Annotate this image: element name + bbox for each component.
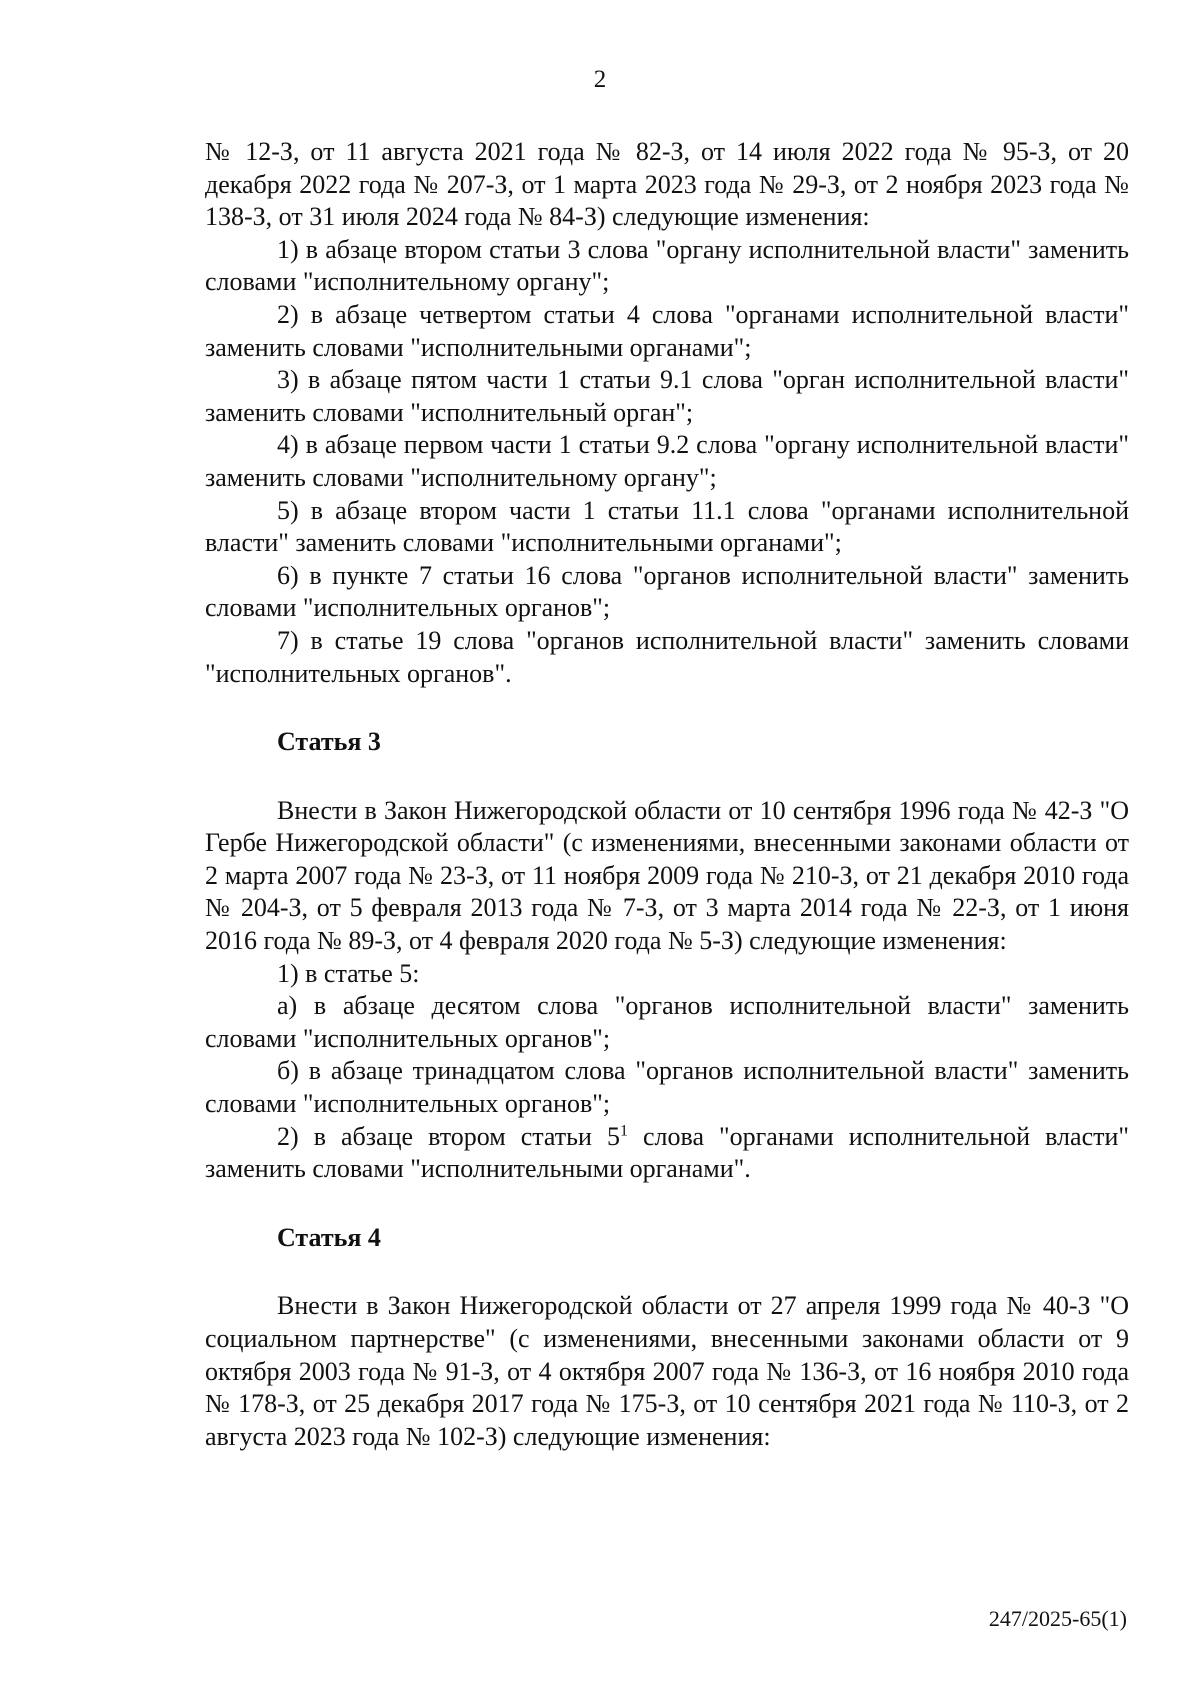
article4-intro: Внести в Закон Нижегородской области от 27 апреля 1999 года № 40-З "О социальном партнерстве" (с изменениями, внесенными законами области от 9 октября 2003 года № 91-З, от 4 октября 2007 года № 136-З, от 16 ноября 2010 года № 178-З, от 25 декабря 2017 года № 175-З, от 10 сентября 2021 года № 110-З, от 2 августа 2023 года № 102-З) следующие изменения: [205, 1291, 1129, 1451]
document-body [205, 136, 1129, 1453]
article4-title: Статья 4 [277, 1222, 381, 1252]
list-item: 1) в статье 5: [277, 958, 420, 988]
item-text: 2) в абзаце втором статьи 5 [277, 1121, 620, 1151]
article3-intro: Внести в Закон Нижегородской области от 10 сентября 1996 года № 42-З "О Гербе Нижегородской области" (с изменениями, внесенными законами области от 2 марта 2007 года № 23-З, от 11 ноября 2009 года № 210-З, от 21 декабря 2010 года № 204-З, от 5 февраля 2013 года № 7-З, от 3 марта 2014 года № 22-З, от 1 июня 2016 года № 89-З, от 4 февраля 2020 года № 5-З) следующие изменения: [205, 795, 1129, 956]
article3-section [205, 795, 1129, 1186]
list-item: б) в абзаце тринадцатом слова "органов исполнительной власти" заменить словами "исполнительных органов"; [205, 1056, 1129, 1119]
spacer [205, 759, 1129, 795]
list-item: 1) в абзаце втором статьи 3 слова "органу исполнительной власти" заменить словами "исполнительному органу"; [205, 234, 1129, 297]
list-item: 3) в абзаце пятом части 1 статьи 9.1 слова "орган исполнительной власти" заменить словами "исполнительный орган"; [205, 365, 1129, 427]
spacer [205, 690, 1129, 726]
article3-title: Статья 3 [277, 727, 381, 757]
list-item: 4) в абзаце первом части 1 статьи 9.2 слова "органу исполнительной власти" заменить словами "исполнительному органу"; [205, 430, 1129, 492]
list-item [205, 1121, 1129, 1186]
superscript: 1 [619, 1121, 628, 1139]
spacer [205, 1254, 1129, 1290]
item-text: слова "органами исполнительной власти" заменить словами "исполнительными органами". [205, 1121, 1129, 1184]
list-item: 5) в абзаце втором части 1 статьи 11.1 слова "органами исполнительной власти" заменить словами "исполнительными органами"; [205, 495, 1129, 558]
document-code: 247/2025-65(1) [988, 1606, 1127, 1631]
spacer [205, 1186, 1129, 1222]
intro-paragraph: № 12-З, от 11 августа 2021 года № 82-З, от 14 июля 2022 года № 95-З, от 20 декабря 2022 года № 207-З, от 1 марта 2023 года № 29-З, от 2 ноября 2023 года № 138-З, от 31 июля 2024 года № 84-З) следующие изменения: [205, 137, 1129, 232]
list-item: 6) в пункте 7 статьи 16 слова "органов исполнительной власти" заменить словами "исполнительных органов"; [205, 560, 1129, 623]
list-item: а) в абзаце десятом слова "органов исполнительной власти" заменить словами "исполнительных органов"; [205, 991, 1129, 1053]
list-item: 2) в абзаце четвертом статьи 4 слова "органами исполнительной власти" заменить словами "исполнительными органами"; [205, 299, 1129, 362]
article4-section [205, 1290, 1129, 1453]
article2-changes-list [205, 234, 1129, 690]
list-item: 7) в статье 19 слова "органов исполнительной власти" заменить словами "исполнительных органов". [205, 625, 1129, 688]
page-number: 2 [593, 66, 607, 93]
